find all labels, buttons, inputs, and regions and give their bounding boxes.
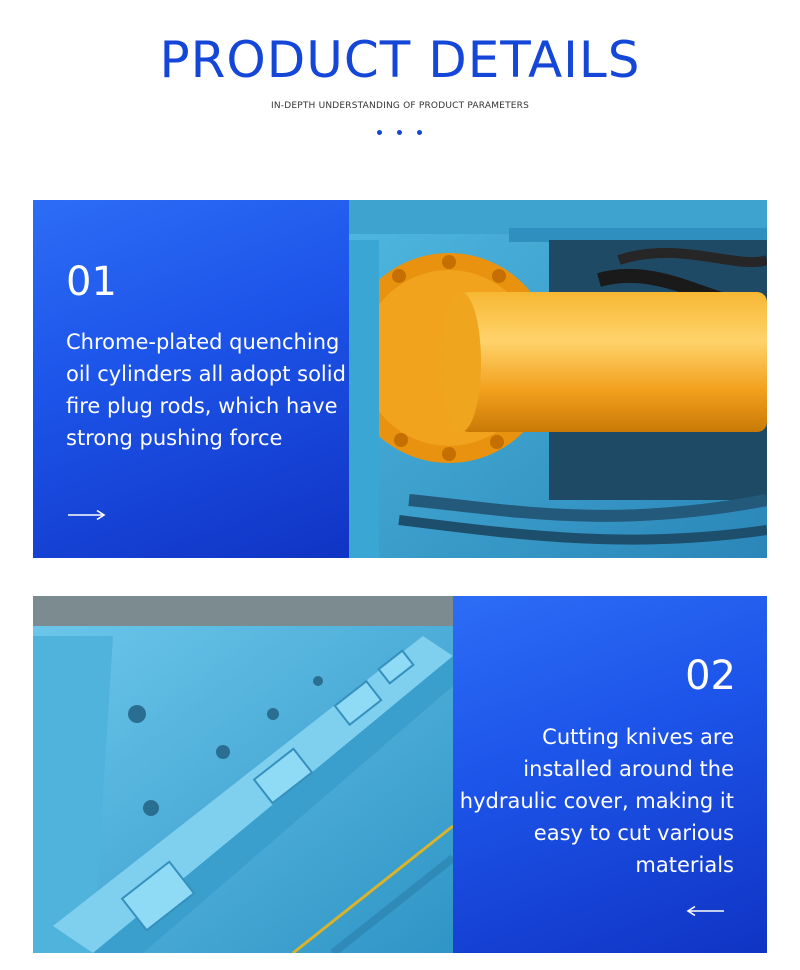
hydraulic-cylinder-photo [349,200,767,558]
feature-02-line: installed around the [523,757,734,781]
feature-01-line: oil cylinders all adopt solid [66,362,346,386]
decorative-dots [377,130,427,138]
feature-01-line: strong pushing force [66,426,283,450]
cutting-knives-illustration [33,596,453,953]
feature-01-line: fire plug rods, which have [66,394,338,418]
feature-01-line: Chrome-plated quenching [66,330,340,354]
feature-02-line: easy to cut various [533,821,734,845]
feature-02-text-panel [453,596,767,953]
feature-01-description [66,326,349,454]
feature-02-number: 02 [685,653,736,699]
page-title: PRODUCT DETAILS [159,31,641,89]
feature-02-line: Cutting knives are [542,725,734,749]
page-subtitle: IN-DEPTH UNDERSTANDING OF PRODUCT PARAMETERS [270,101,530,111]
section-header [0,0,800,160]
hydraulic-cylinder-illustration [349,200,767,558]
dot-icon [397,130,402,135]
dot-icon [377,130,382,135]
arrow-left-icon[interactable] [685,905,725,917]
feature-02-description [453,721,734,881]
feature-02-line: materials [635,853,734,877]
arrow-right-icon[interactable] [67,509,107,521]
feature-01-number: 01 [66,259,117,305]
dot-icon [417,130,422,135]
cutting-knives-photo [33,596,453,953]
feature-02-line: hydraulic cover, making it [459,789,734,813]
feature-01-text-panel [33,200,349,558]
